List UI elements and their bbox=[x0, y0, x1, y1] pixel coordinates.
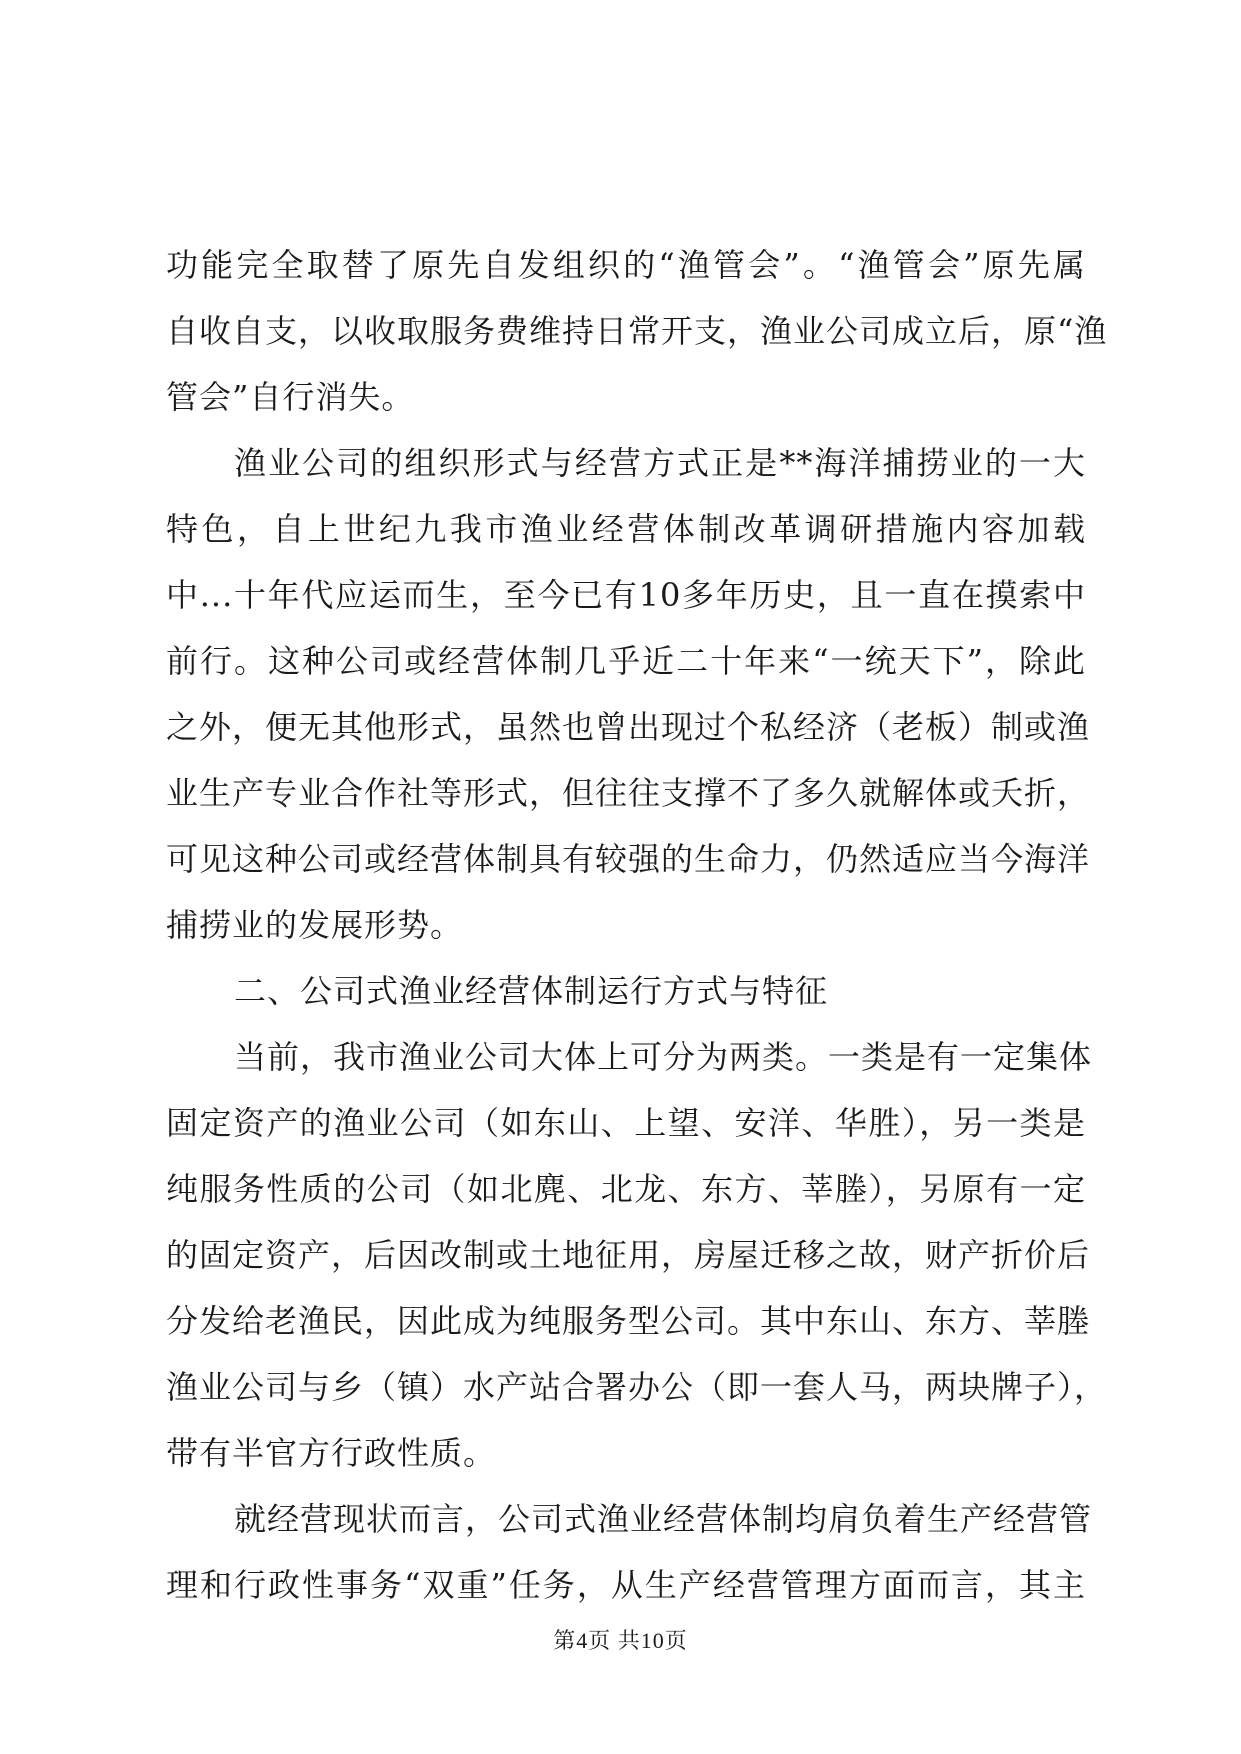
text-line: 渔业公司的组织形式与经营方式正是**海洋捕捞业的一大 bbox=[234, 444, 1086, 482]
text-line: 特色，自上世纪九我市渔业经营体制改革调研措施内容加载 bbox=[166, 510, 1086, 548]
text-line: 当前，我市渔业公司大体上可分为两类。一类是有一定集体 bbox=[234, 1038, 1093, 1076]
text-line: 捕捞业的发展形势。 bbox=[166, 906, 464, 944]
page-number-footer: 第4页 共10页 bbox=[553, 1628, 688, 1653]
text-line: 前行。这种公司或经营体制几乎近二十年来“一统天下”，除此 bbox=[166, 642, 1086, 680]
text-line: 固定资产的渔业公司（如东山、上望、安洋、华胜），另一类是 bbox=[166, 1104, 1086, 1142]
text-line: 功能完全取替了原先自发组织的“渔管会”。“渔管会”原先属 bbox=[166, 246, 1086, 284]
text-line: 就经营现状而言，公司式渔业经营体制均肩负着生产经营管 bbox=[234, 1500, 1093, 1538]
text-line: 之外，便无其他形式，虽然也曾出现过个私经济（老板）制或渔 bbox=[166, 708, 1091, 746]
text-line: 纯服务性质的公司（如北麂、北龙、东方、莘塍），另原有一定 bbox=[166, 1170, 1086, 1208]
text-line: 分发给老渔民，因此成为纯服务型公司。其中东山、东方、莘塍 bbox=[166, 1302, 1091, 1340]
text-line: 可见这种公司或经营体制具有较强的生命力，仍然适应当今海洋 bbox=[166, 840, 1091, 878]
text-line: 管会”自行消失。 bbox=[166, 378, 415, 416]
text-line: 的固定资产，后因改制或土地征用，房屋迁移之故，财产折价后 bbox=[166, 1236, 1091, 1274]
text-line: 自收自支，以收取服务费维持日常开支，渔业公司成立后，原“渔 bbox=[166, 312, 1108, 350]
text-line: 中...十年代应运而生，至今已有10多年历史，且一直在摸索中 bbox=[166, 576, 1086, 614]
text-line: 理和行政性事务“双重”任务，从生产经营管理方面而言，其主 bbox=[166, 1566, 1086, 1604]
document-body bbox=[166, 232, 1108, 1618]
text-line: 二、公司式渔业经营体制运行方式与特征 bbox=[234, 972, 829, 1010]
text-line: 渔业公司与乡（镇）水产站合署办公（即一套人马，两块牌子）， bbox=[166, 1368, 1108, 1406]
text-line: 业生产专业合作社等形式，但往往支撑不了多久就解体或夭折， bbox=[166, 774, 1091, 812]
text-line: 带有半官方行政性质。 bbox=[166, 1434, 497, 1472]
